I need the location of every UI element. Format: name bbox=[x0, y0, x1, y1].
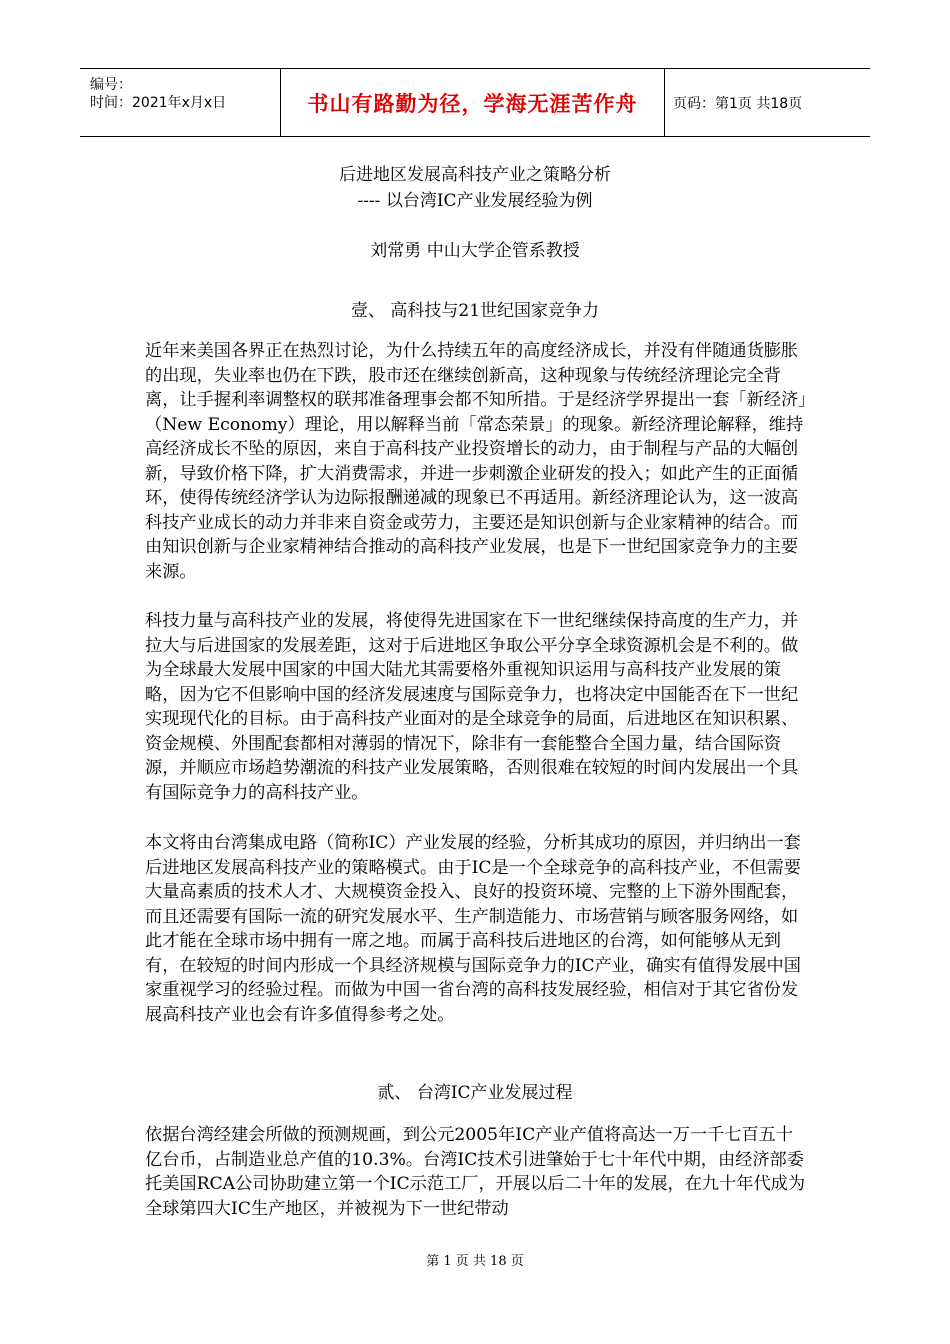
header-motto-cell bbox=[281, 69, 665, 136]
section-heading-2: 贰、 台湾IC产业发展过程 bbox=[377, 1083, 573, 1103]
header-meta-cell bbox=[80, 69, 281, 136]
page-footer: 第 1 页 共 18 页 bbox=[426, 1254, 524, 1269]
header-page-info: 页码：第1页 共18页 bbox=[673, 95, 803, 112]
paragraph-3: 本文将由台湾集成电路（简称IC）产业发展的经验，分析其成功的原因，并归纳出一套后进地区发展高科技产业的策略模式。由于IC是一个全球竞争的高科技产业，不但需要大量高素质的技术人才、大规模资金投入、良好的投资环境、完整的上下游外围配套，而且还需要有国际一流的研究发展水平、生产制造能力、市场营销与顾客服务网络，如此才能在全球市场中拥有一席之地。而属于高科技后进地区的台湾，如何能够从无到有，在较短的时间内形成一个具经济规模与国际竞争力的IC产业，确实有值得发展中国家重视学习的经验过程。而做为中国一省台湾的高科技发展经验，相信对于其它省份发展高科技产业也会有许多值得参考之处。 bbox=[145, 833, 801, 1025]
header-table bbox=[80, 68, 870, 137]
section-heading-1: 壹、 高科技与21世纪国家竞争力 bbox=[350, 301, 600, 321]
document-time-label: 时间：2021年x月x日 bbox=[90, 95, 227, 111]
document-title: 后进地区发展高科技产业之策略分析 bbox=[339, 165, 611, 185]
author-line: 刘常勇 中山大学企管系教授 bbox=[370, 241, 580, 261]
document-number-label: 编号： bbox=[90, 77, 132, 93]
document-subtitle: ---- 以台湾IC产业发展经验为例 bbox=[357, 191, 593, 211]
paragraph-2: 科技力量与高科技产业的发展，将使得先进国家在下一世纪继续保持高度的生产力，并拉大与后进国家的发展差距，这对于后进地区争取公平分享全球资源机会是不利的。做为全球最大发展中国家的中国大陆尤其需要格外重视知识运用与高科技产业发展的策略，因为它不但影响中国的经济发展速度与国际竞争力，也将决定中国能否在下一世纪实现现代化的目标。由于高科技产业面对的是全球竞争的局面，后进地区在知识积累、资金规模、外围配套都相对薄弱的情况下，除非有一套能整合全国力量，结合国际资源，并顺应市场趋势潮流的科技产业发展策略，否则很难在较短的时间内发展出一个具有国际竞争力的高科技产业。 bbox=[145, 611, 799, 803]
header-motto: 书山有路勤为径，学海无涯苦作舟 bbox=[307, 91, 638, 116]
paragraph-4: 依据台湾经建会所做的预测规画，到公元2005年IC产业产值将高达一万一千七百五十亿台币，占制造业总产值的10.3%。台湾IC技术引进肇始于七十年代中期，由经济部委托美国RCA公司协助建立第一个IC示范工厂，开展以后二十年的发展，在九十年代成为全球第四大IC生产地区，并被视为下一世纪带动 bbox=[145, 1125, 806, 1219]
paragraph-1: 近年来美国各界正在热烈讨论，为什么持续五年的高度经济成长，并没有伴随通货膨胀的出现，失业率也仍在下跌，股市还在继续创新高，这种现象与传统经济理论完全背离，让手握利率调整权的联邦准备理事会都不知所措。于是经济学界提出一套「新经济」（New Economy）理论，用以解释当前「常态荣景」的现象。新经济理论解释，维持高经济成长不坠的原因，来自于高科技产业投资增长的动力，由于制程与产品的大幅创新，导致价格下降，扩大消费需求，并进一步刺激企业研发的投入；如此产生的正面循环，使得传统经济学认为边际报酬递减的现象已不再适用。新经济理论认为，这一波高科技产业成长的动力并非来自资金或劳力，主要还是知识创新与企业家精神的结合。而由知识创新与企业家精神结合推动的高科技产业发展，也是下一世纪国家竞争力的主要来源。 bbox=[145, 341, 807, 582]
